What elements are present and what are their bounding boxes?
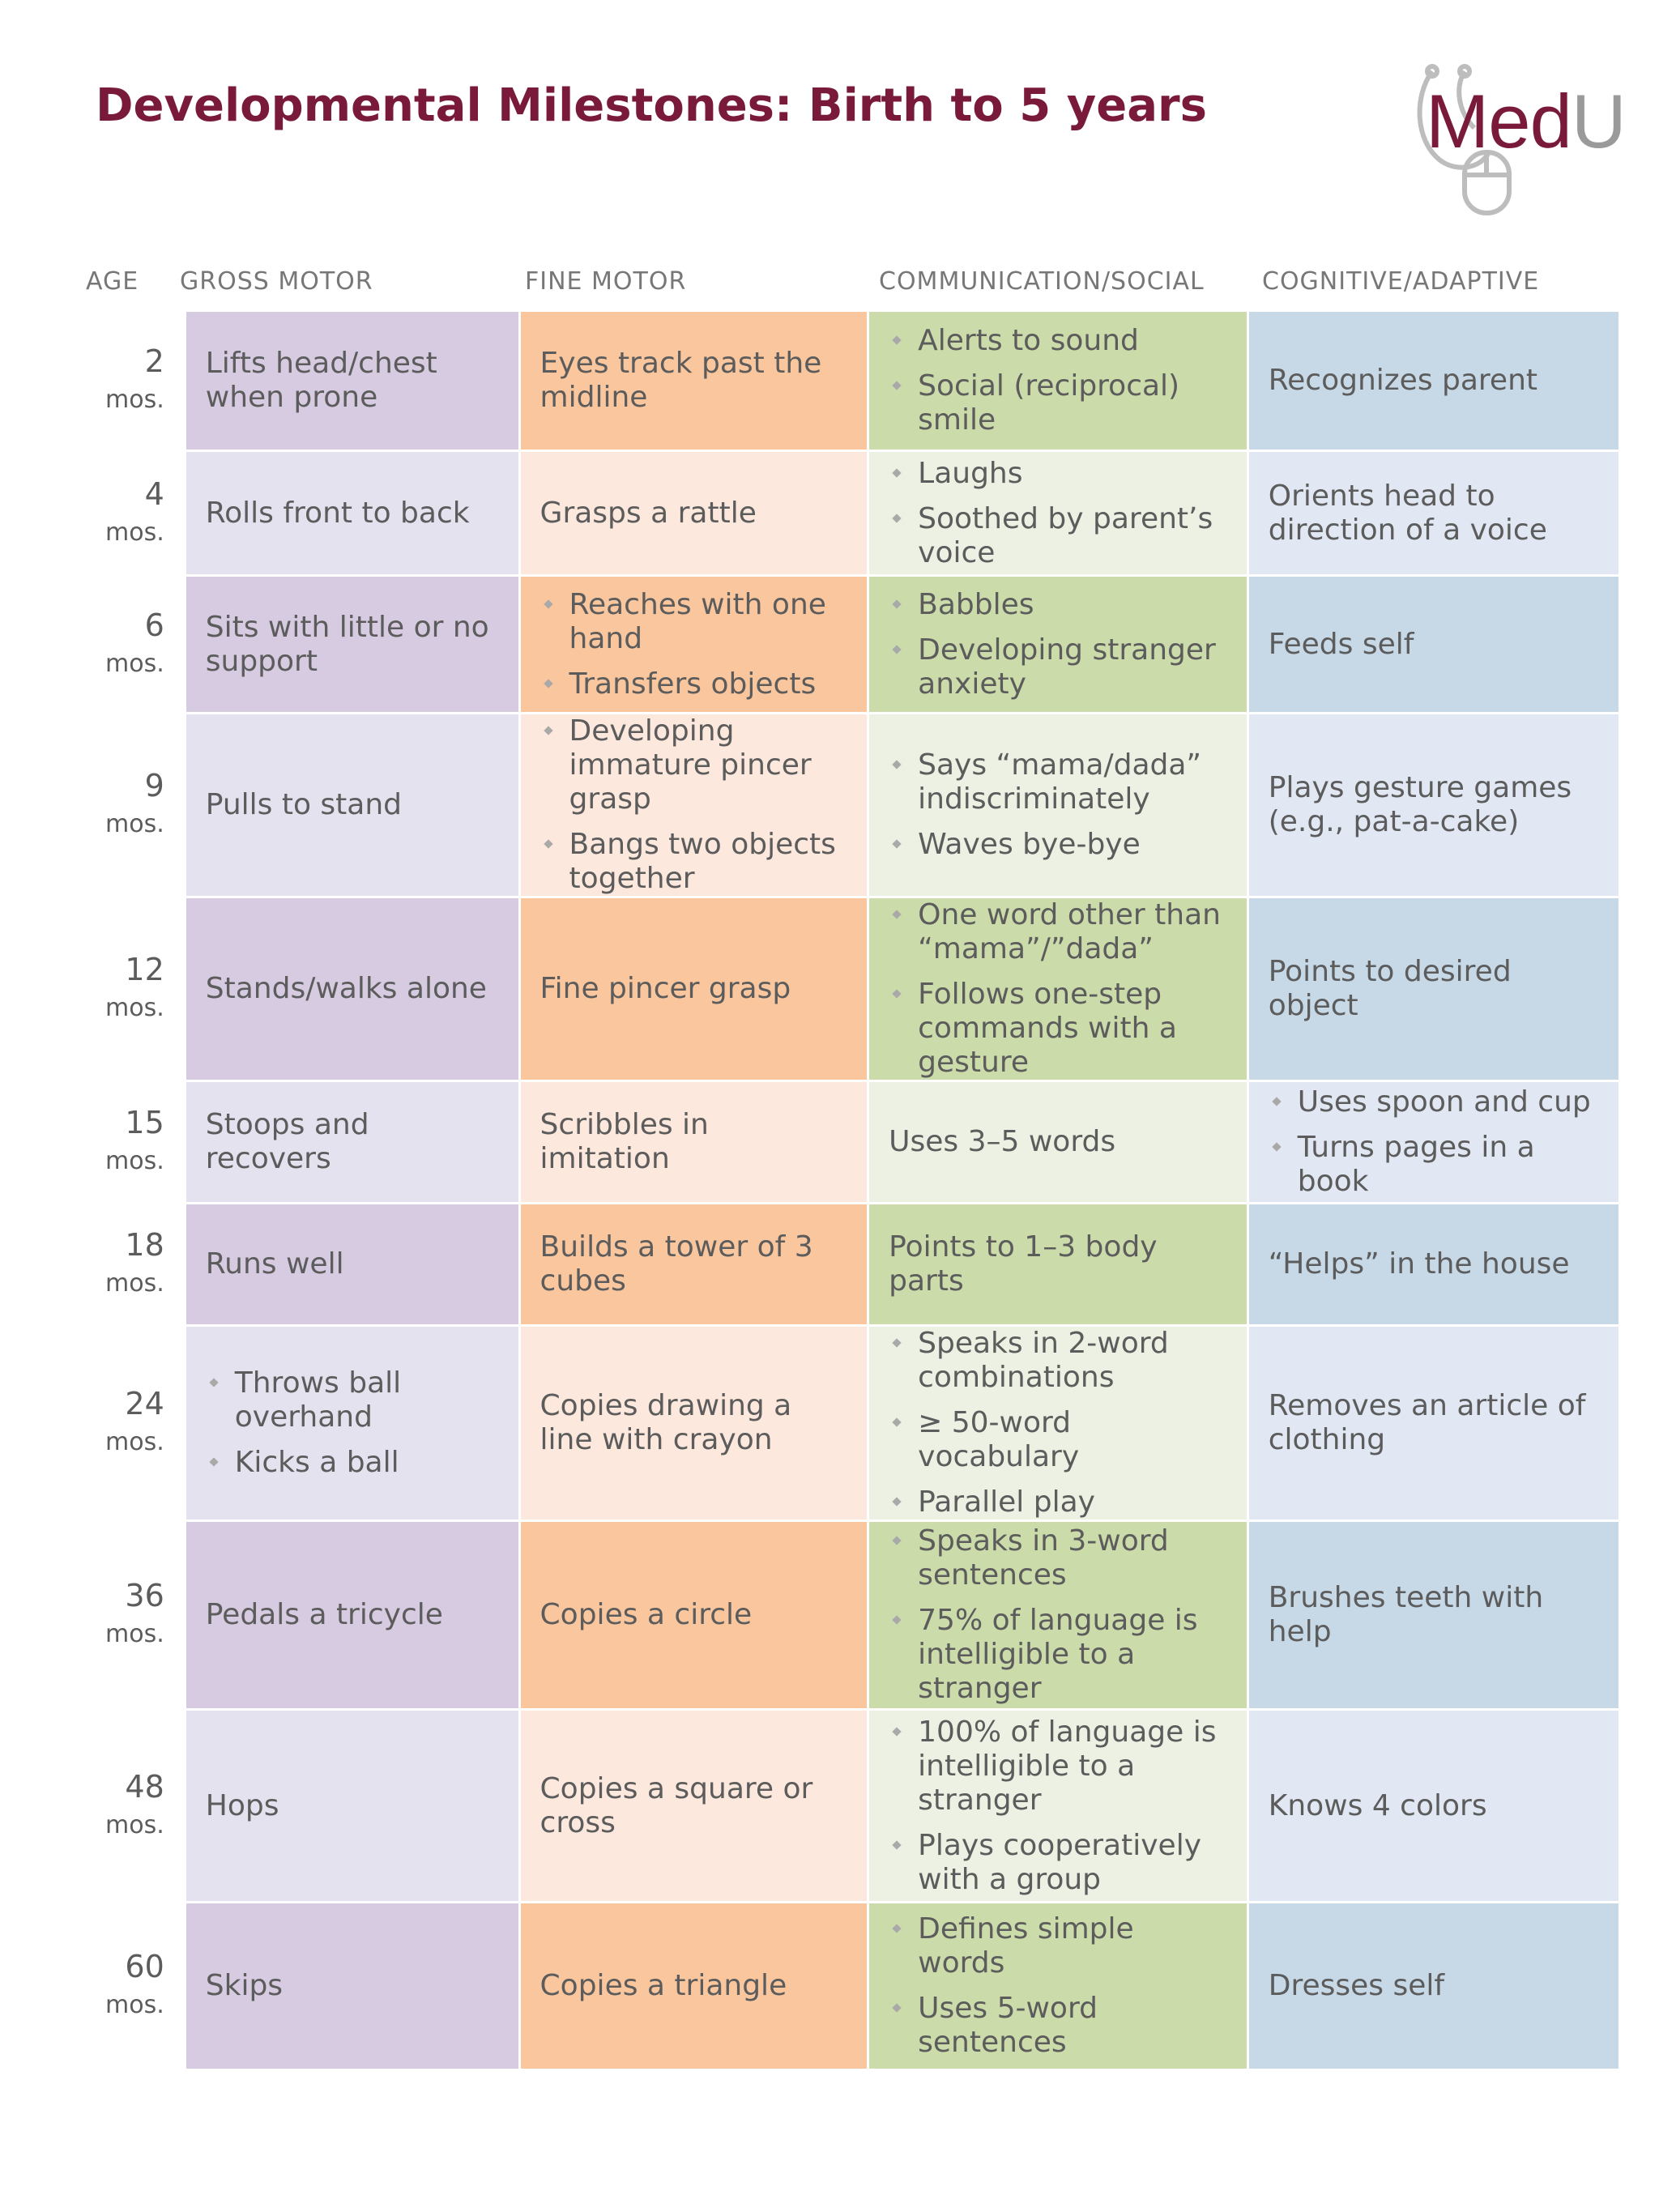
communication-social-cell — [869, 1903, 1249, 2071]
medu-logo — [1408, 63, 1627, 225]
cell-text: Builds a tower of 3 cubes — [539, 1230, 813, 1298]
age-number: 2 — [144, 343, 164, 379]
cognitive-adaptive-cell — [1249, 714, 1621, 898]
fine-motor-cell — [521, 452, 870, 577]
logo-u: U — [1571, 79, 1626, 164]
age-number: 18 — [125, 1227, 164, 1263]
age-number: 6 — [144, 607, 164, 643]
bullet-list — [889, 588, 1227, 701]
age-unit: mos. — [105, 994, 164, 1022]
table-row — [86, 1327, 1621, 1522]
cell-text: Eyes track past the midline — [539, 347, 822, 414]
age-cell — [86, 1327, 186, 1522]
list-item: Transfers objects — [540, 667, 848, 701]
bullet-list — [889, 324, 1227, 437]
header-fine-motor: FINE MOTOR — [525, 267, 687, 296]
cell-text: Plays gesture games (e.g., pat-a-cake) — [1268, 771, 1572, 838]
cell-text: Runs well — [205, 1247, 344, 1281]
table-row — [86, 714, 1621, 898]
gross-motor-cell — [186, 312, 521, 452]
cell-text: Knows 4 colors — [1268, 1788, 1487, 1822]
age-number: 15 — [125, 1105, 164, 1140]
list-item: ≥ 50-word vocabulary — [889, 1406, 1227, 1474]
list-item: 100% of language is intelligible to a stranger — [889, 1715, 1227, 1818]
milestones-table — [86, 312, 1621, 2071]
cell-text: Feeds self — [1268, 627, 1414, 661]
list-item: Uses 5-word sentences — [889, 1992, 1227, 2060]
header-communication-social: COMMUNICATION/SOCIAL — [879, 267, 1205, 296]
table-row — [86, 312, 1621, 452]
communication-social-cell — [869, 452, 1249, 577]
bullet-list — [540, 714, 848, 896]
gross-motor-cell — [186, 1903, 521, 2071]
list-item: Defines simple words — [889, 1912, 1227, 1980]
list-item: Plays cooperatively with a group — [889, 1829, 1227, 1897]
bullet-list — [889, 898, 1227, 1080]
list-item: Waves bye-bye — [889, 828, 1227, 862]
bullet-list — [889, 1524, 1227, 1706]
table-row — [86, 898, 1621, 1082]
cell-text: Stands/walks alone — [205, 972, 487, 1005]
communication-social-cell — [869, 577, 1249, 714]
cell-text: Uses 3–5 words — [889, 1125, 1116, 1158]
age-unit: mos. — [105, 649, 164, 678]
age-number: 24 — [125, 1386, 164, 1421]
list-item: 75% of language is intelligible to a stranger — [889, 1604, 1227, 1706]
gross-motor-cell — [186, 577, 521, 714]
age-unit: mos. — [105, 1620, 164, 1648]
age-unit: mos. — [105, 1991, 164, 2019]
logo-med: Med — [1426, 79, 1572, 164]
gross-motor-cell — [186, 452, 521, 577]
cognitive-adaptive-cell — [1249, 452, 1621, 577]
cell-text: Points to desired object — [1268, 955, 1512, 1022]
age-unit: mos. — [105, 1269, 164, 1298]
age-number: 36 — [125, 1578, 164, 1613]
list-item: Developing stranger anxiety — [889, 633, 1227, 701]
fine-motor-cell — [521, 1204, 870, 1327]
cell-text: Skips — [205, 1969, 284, 2002]
cell-text: Orients head to direction of a voice — [1268, 479, 1547, 547]
table-row — [86, 1522, 1621, 1711]
fine-motor-cell — [521, 312, 870, 452]
cognitive-adaptive-cell — [1249, 312, 1621, 452]
list-item: Speaks in 2-word combinations — [889, 1327, 1227, 1395]
bullet-list — [889, 1715, 1227, 1897]
communication-social-cell — [869, 714, 1249, 898]
age-cell — [86, 1082, 186, 1204]
cell-text: Copies a triangle — [539, 1969, 787, 2002]
age-unit: mos. — [105, 1810, 164, 1839]
table-row — [86, 1903, 1621, 2071]
communication-social-cell — [869, 1327, 1249, 1522]
cognitive-adaptive-cell — [1249, 1204, 1621, 1327]
list-item: Follows one-step commands with a gesture — [889, 978, 1227, 1080]
cell-text: Sits with little or no support — [205, 610, 489, 678]
fine-motor-cell — [521, 714, 870, 898]
cell-text: Dresses self — [1268, 1969, 1445, 2002]
table-row — [86, 1082, 1621, 1204]
age-cell — [86, 1204, 186, 1327]
age-cell — [86, 898, 186, 1082]
fine-motor-cell — [521, 898, 870, 1082]
list-item: Social (reciprocal) smile — [889, 369, 1227, 437]
communication-social-cell — [869, 1711, 1249, 1903]
age-cell — [86, 577, 186, 714]
age-cell — [86, 312, 186, 452]
header-age: AGE — [86, 267, 139, 296]
age-unit: mos. — [105, 1147, 164, 1175]
gross-motor-cell — [186, 1204, 521, 1327]
cognitive-adaptive-cell — [1249, 898, 1621, 1082]
page-title: Developmental Milestones: Birth to 5 years — [96, 79, 1207, 132]
cell-text: Copies drawing a line with crayon — [539, 1389, 792, 1456]
cognitive-adaptive-cell — [1249, 1711, 1621, 1903]
list-item: Reaches with one hand — [540, 588, 848, 656]
cell-text: Stoops and recovers — [205, 1108, 369, 1175]
header-gross-motor: GROSS MOTOR — [180, 267, 373, 296]
table-row — [86, 452, 1621, 577]
fine-motor-cell — [521, 1903, 870, 2071]
list-item: Kicks a ball — [206, 1446, 499, 1480]
age-number: 12 — [125, 952, 164, 987]
cell-text: Copies a square or cross — [539, 1771, 813, 1839]
age-cell — [86, 1903, 186, 2071]
cell-text: Lifts head/chest when prone — [205, 347, 437, 414]
cell-text: Hops — [205, 1788, 279, 1822]
table-row — [86, 577, 1621, 714]
cell-text: “Helps” in the house — [1268, 1247, 1570, 1281]
list-item: Alerts to sound — [889, 324, 1227, 358]
age-number: 60 — [125, 1949, 164, 1984]
cell-text: Fine pincer grasp — [539, 972, 791, 1005]
cognitive-adaptive-cell — [1249, 1327, 1621, 1522]
bullet-list — [889, 1327, 1227, 1519]
list-item: Soothed by parent’s voice — [889, 502, 1227, 570]
age-number: 48 — [125, 1768, 164, 1805]
list-item: Bangs two objects together — [540, 828, 848, 896]
cell-text: Pedals a tricycle — [205, 1598, 443, 1631]
bullet-list — [889, 457, 1227, 570]
cognitive-adaptive-cell — [1249, 577, 1621, 714]
table-row — [86, 1204, 1621, 1327]
age-cell — [86, 1711, 186, 1903]
cell-text: Copies a circle — [539, 1598, 753, 1631]
fine-motor-cell — [521, 577, 870, 714]
age-unit: mos. — [105, 518, 164, 547]
cell-text: Brushes teeth with help — [1268, 1581, 1544, 1648]
list-item: Says “mama/dada” indiscriminately — [889, 748, 1227, 816]
age-number: 4 — [144, 475, 164, 512]
bullet-list — [540, 588, 848, 701]
fine-motor-cell — [521, 1082, 870, 1204]
age-unit: mos. — [105, 1428, 164, 1456]
gross-motor-cell — [186, 1522, 521, 1711]
list-item: Developing immature pincer grasp — [540, 714, 848, 816]
cell-text: Grasps a rattle — [539, 496, 757, 530]
cell-text: Pulls to stand — [205, 788, 403, 821]
cell-text: Points to 1–3 body parts — [889, 1230, 1158, 1298]
bullet-list — [1269, 1085, 1599, 1199]
communication-social-cell — [869, 1082, 1249, 1204]
age-cell — [86, 452, 186, 577]
list-item: Turns pages in a book — [1269, 1131, 1599, 1199]
age-unit: mos. — [105, 810, 164, 838]
gross-motor-cell — [186, 1711, 521, 1903]
cell-text: Scribbles in imitation — [539, 1108, 709, 1175]
list-item: Uses spoon and cup — [1269, 1085, 1599, 1119]
gross-motor-cell — [186, 714, 521, 898]
age-cell — [86, 714, 186, 898]
gross-motor-cell — [186, 1327, 521, 1522]
table-row — [86, 1711, 1621, 1903]
cognitive-adaptive-cell — [1249, 1903, 1621, 2071]
header-cognitive-adaptive: COGNITIVE/ADAPTIVE — [1262, 267, 1540, 296]
list-item: Throws ball overhand — [206, 1366, 499, 1434]
gross-motor-cell — [186, 1082, 521, 1204]
communication-social-cell — [869, 1204, 1249, 1327]
fine-motor-cell — [521, 1522, 870, 1711]
communication-social-cell — [869, 312, 1249, 452]
cognitive-adaptive-cell — [1249, 1522, 1621, 1711]
age-number: 9 — [144, 768, 164, 803]
bullet-list — [889, 1912, 1227, 2060]
cognitive-adaptive-cell — [1249, 1082, 1621, 1204]
cell-text: Rolls front to back — [205, 496, 470, 530]
list-item: Babbles — [889, 588, 1227, 622]
age-unit: mos. — [105, 386, 164, 414]
fine-motor-cell — [521, 1711, 870, 1903]
fine-motor-cell — [521, 1327, 870, 1522]
bullet-list — [889, 748, 1227, 862]
list-item: One word other than “mama”/”dada” — [889, 898, 1227, 966]
bullet-list — [206, 1366, 499, 1480]
communication-social-cell — [869, 898, 1249, 1082]
list-item: Laughs — [889, 457, 1227, 491]
communication-social-cell — [869, 1522, 1249, 1711]
cell-text: Recognizes parent — [1268, 364, 1538, 397]
age-cell — [86, 1522, 186, 1711]
cell-text: Removes an article of clothing — [1268, 1389, 1586, 1456]
gross-motor-cell — [186, 898, 521, 1082]
list-item: Parallel play — [889, 1485, 1227, 1519]
list-item: Speaks in 3-word sentences — [889, 1524, 1227, 1592]
